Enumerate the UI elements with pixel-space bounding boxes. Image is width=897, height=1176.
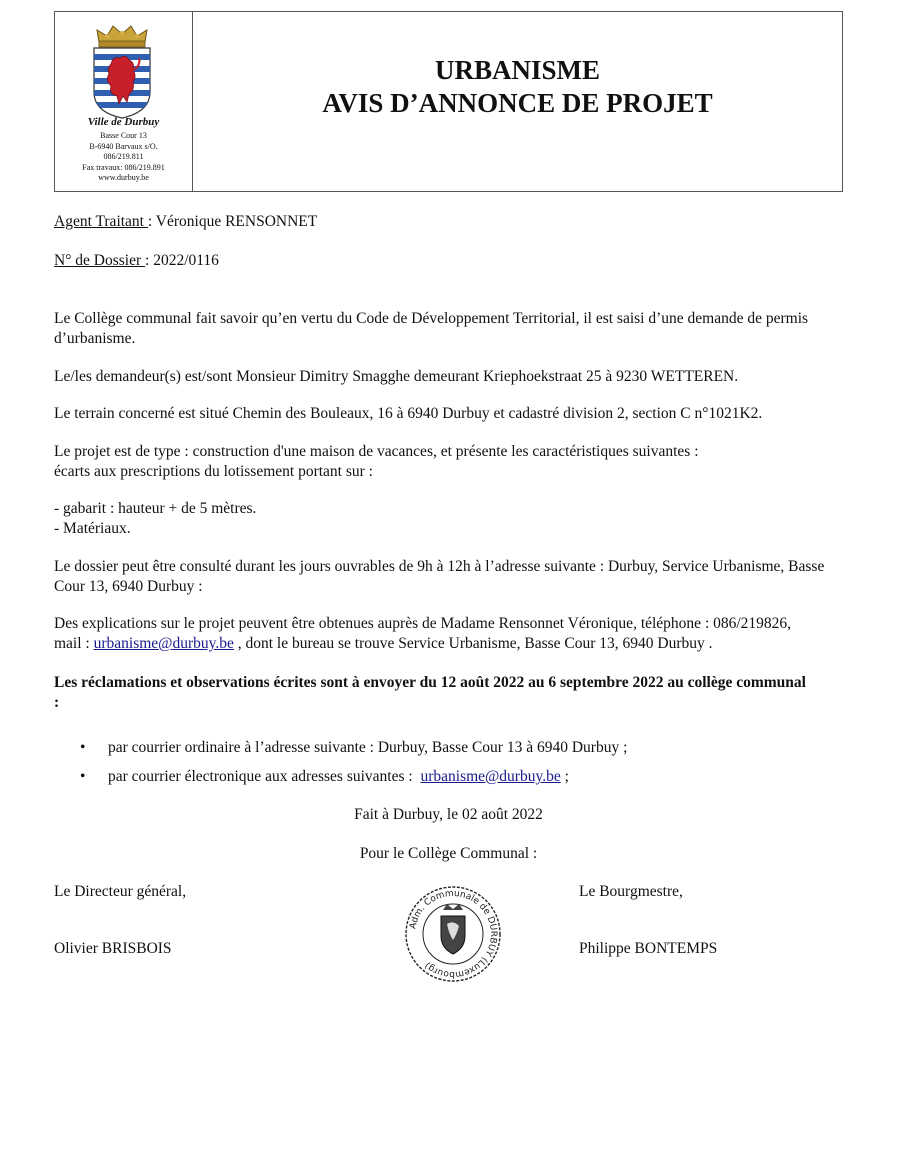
- paragraph-terrain: Le terrain concerné est situé Chemin des Bouleaux, 16 à 6940 Durbuy et cadastré division 2, section C n°1021K2.: [54, 405, 763, 422]
- dossier-sep: :: [145, 252, 154, 269]
- agent-label: Agent Traitant: [54, 213, 148, 230]
- header-title-line2: AVIS D’ANNONCE DE PROJET: [322, 87, 713, 118]
- agent-sep: :: [147, 213, 156, 230]
- bullet-email: [108, 768, 569, 786]
- logo-address-line: Basse Cour 13: [100, 131, 147, 140]
- paragraph-code: Le Collège communal fait savoir qu’en vertu du Code de Développement Territorial, il est saisi d’une demande de permis d’urbanisme.: [54, 310, 809, 347]
- seal-text: Adm. Communale de DURBUY (Luxembourg): [408, 888, 499, 980]
- paragraph-consultation: Le dossier peut être consulté durant les jours ouvrables de 9h à 12h à l’adresse suivante : Durbuy, Service Urbanisme, Basse Cour 13, 6940 Durbuy :: [54, 558, 825, 595]
- paragraph-contact: [54, 635, 713, 653]
- dossier-line: [54, 252, 219, 270]
- paragraph-projet: Le projet est de type : construction d'une maison de vacances, et présente les caractéristiques suivantes :: [54, 443, 699, 460]
- dossier-label: N° de Dossier: [54, 252, 146, 269]
- mayor-name: Philippe BONTEMPS: [579, 940, 718, 957]
- director-name: Olivier BRISBOIS: [54, 940, 172, 957]
- logo-address-line: B-6940 Barvaux s/O.: [89, 141, 158, 151]
- logo-address: [55, 131, 192, 184]
- logo-block: [55, 12, 193, 191]
- header-title: [193, 12, 842, 191]
- logo-address-line: Fax travaux: 086/219.891: [82, 162, 165, 172]
- bullet-email-prefix: par courrier électronique aux adresses suivantes :: [108, 768, 421, 785]
- logo-address-line: 086/219.811: [103, 152, 144, 161]
- bullet-courrier: par courrier ordinaire à l’adresse suivante : Durbuy, Basse Cour 13 à 6940 Durbuy ;: [108, 739, 628, 756]
- director-title: Le Directeur général,: [54, 883, 187, 900]
- agent-value: Véronique RENSONNET: [155, 213, 318, 230]
- paragraph-explications: Des explications sur le projet peuvent être obtenues auprès de Madame Rensonnet Véronique, téléphone : 086/219826,: [54, 615, 792, 632]
- email-link[interactable]: urbanisme@durbuy.be: [420, 768, 561, 785]
- paragraph-demandeur: Le/les demandeur(s) est/sont Monsieur Dimitry Smagghe demeurant Kriephoekstraat 25 à 9230 WETTEREN.: [54, 368, 739, 385]
- email-link[interactable]: urbanisme@durbuy.be: [93, 635, 234, 652]
- header-title-line1: URBANISME: [434, 54, 601, 85]
- mayor-title: Le Bourgmestre,: [579, 883, 683, 900]
- college-line: Pour le Collège Communal :: [359, 845, 538, 862]
- list-item-materiaux: - Matériaux.: [54, 520, 131, 537]
- contact-prefix: mail :: [54, 635, 94, 652]
- agent-line: [54, 213, 317, 231]
- date-line: Fait à Durbuy, le 02 août 2022: [354, 806, 543, 823]
- bullet-icon: •: [80, 768, 86, 785]
- contact-suffix: , dont le bureau se trouve Service Urbanisme, Basse Cour 13, 6940 Durbuy .: [233, 635, 713, 652]
- bullet-icon: •: [80, 739, 86, 756]
- logo-city-name: Ville de Durbuy: [87, 116, 160, 128]
- bullet-email-suffix: ;: [560, 768, 569, 785]
- logo-address-line: www.durbuy.be: [98, 173, 149, 182]
- list-item-gabarit: - gabarit : hauteur + de 5 mètres.: [54, 500, 257, 517]
- durbuy-crest-icon: [89, 20, 155, 120]
- header-box: [54, 11, 843, 192]
- official-seal-stamp: [399, 884, 507, 984]
- paragraph-ecarts: écarts aux prescriptions du lotissement portant sur :: [54, 463, 373, 480]
- notice-bold: Les réclamations et observations écrites sont à envoyer du 12 août 2022 au 6 septembre 2022 au collège communal :: [54, 674, 806, 711]
- dossier-value: 2022/0116: [153, 252, 219, 269]
